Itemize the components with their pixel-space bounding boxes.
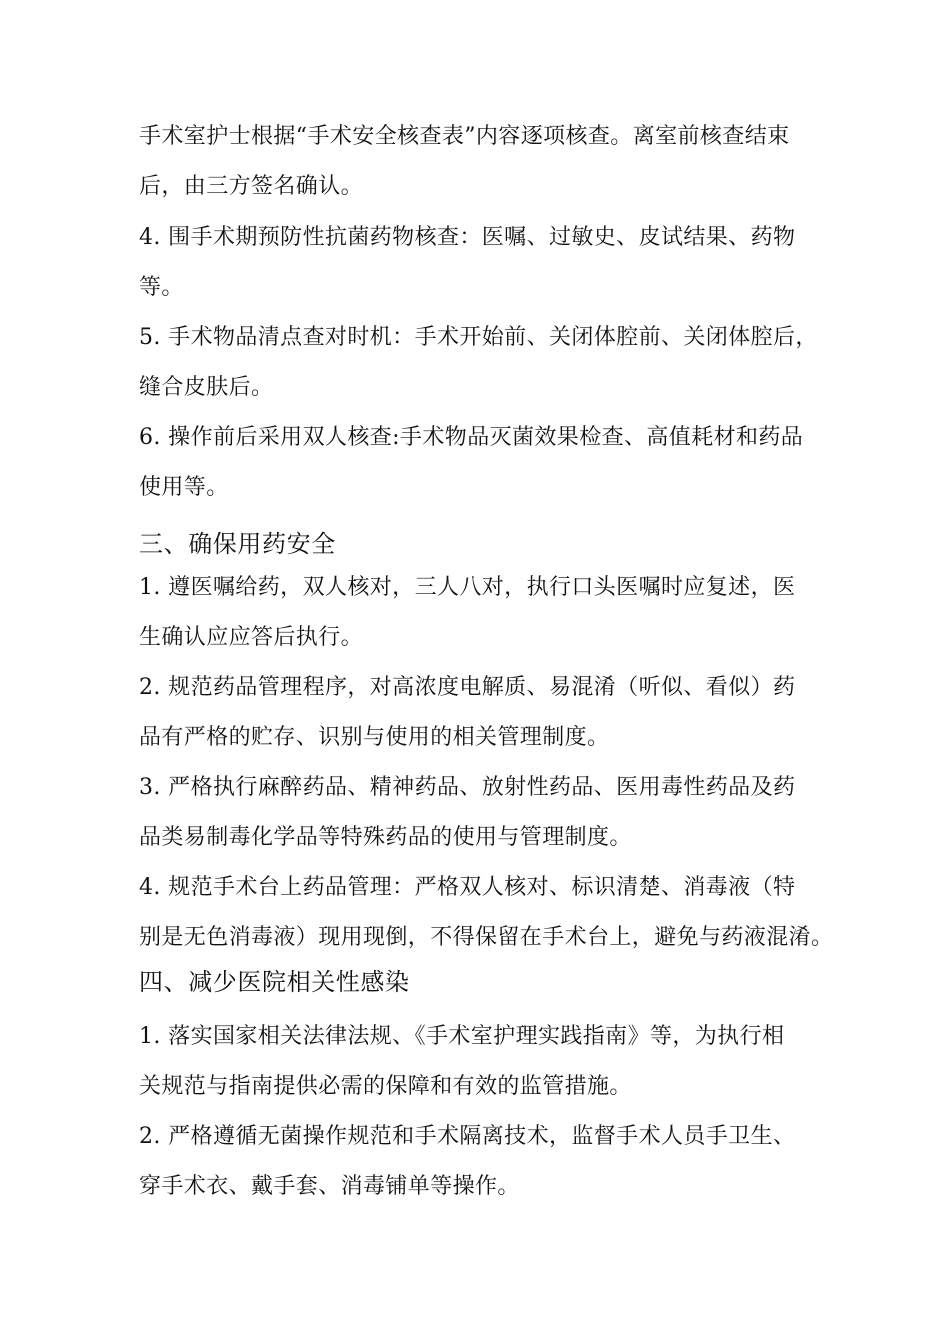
- list-item-2-line-1: 2. 严格遵循无菌操作规范和手术隔离技术，监督手术人员手卫生、: [139, 1124, 796, 1149]
- list-item-4-line-1: 4. 规范手术台上药品管理：严格双人核对、标识清楚、消毒液（特: [139, 875, 796, 900]
- list-item-1-line-1: 1. 遵医嘱给药，双人核对，三人八对，执行口头医嘱时应复述，医: [139, 575, 796, 600]
- list-item-1-line-2: 生确认应应答后执行。: [139, 625, 364, 650]
- list-item-4-line-2: 别是无色消毒液）现用现倒，不得保留在手术台上，避免与药液混淆。: [139, 925, 834, 950]
- list-item-5-line-2: 缝合皮肤后。: [139, 375, 274, 400]
- list-item-1-line-2: 关规范与指南提供必需的保障和有效的监管措施。: [139, 1074, 632, 1099]
- list-item-4-line-1: 4. 围手术期预防性抗菌药物核查：医嘱、过敏史、皮试结果、药物: [139, 225, 796, 250]
- section-heading-4: 四、减少医院相关性感染: [139, 968, 410, 996]
- list-item-5-line-1: 5. 手术物品清点查对时机：手术开始前、关闭体腔前、关闭体腔后，: [139, 325, 818, 350]
- text-line: 手术室护士根据“手术安全核查表”内容逐项核查。离室前核查结束: [139, 124, 790, 149]
- list-item-3-line-2: 品类易制毒化学品等特殊药品的使用与管理制度。: [139, 825, 632, 850]
- list-item-2-line-1: 2. 规范药品管理程序，对高浓度电解质、易混淆（听似、看似）药: [139, 675, 796, 700]
- list-item-2-line-2: 品有严格的贮存、识别与使用的相关管理制度。: [139, 725, 610, 750]
- section-heading-3: 三、确保用药安全: [139, 530, 336, 558]
- list-item-3-line-1: 3. 严格执行麻醉药品、精神药品、放射性药品、医用毒性药品及药: [139, 775, 796, 800]
- list-item-6-line-1: 6. 操作前后采用双人核查:手术物品灭菌效果检查、高值耗材和药品: [139, 425, 804, 450]
- list-item-2-line-2: 穿手术衣、戴手套、消毒铺单等操作。: [139, 1174, 520, 1199]
- list-item-6-line-2: 使用等。: [139, 475, 229, 500]
- list-item-4-line-2: 等。: [139, 275, 184, 300]
- text-line: 后，由三方签名确认。: [139, 174, 364, 199]
- list-item-1-line-1: 1. 落实国家相关法律法规、《手术室护理实践指南》等，为执行相: [139, 1024, 785, 1049]
